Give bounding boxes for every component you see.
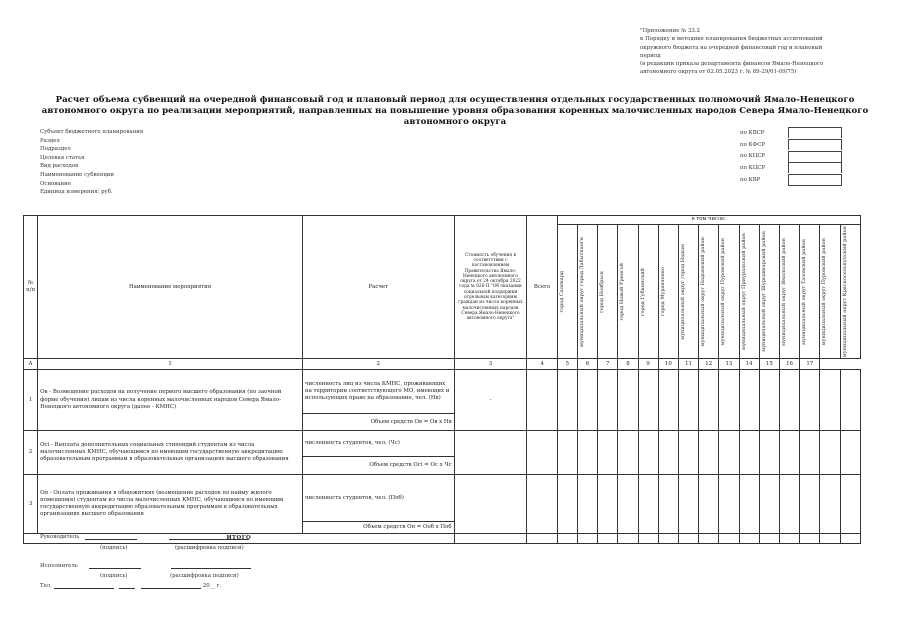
total-cell[interactable] (820, 534, 840, 544)
meta-field: Целевая статья (40, 154, 85, 161)
row-cell[interactable] (699, 475, 719, 534)
header-district: муниципальный округ Тазовский район (800, 225, 820, 359)
phone-date-line (40, 583, 221, 589)
head-decode-caption: (расшифровка подписи) (175, 545, 244, 551)
signature-line[interactable] (169, 539, 249, 540)
column-number-row (24, 359, 861, 370)
code-label: по КВР (740, 176, 761, 183)
row-cell[interactable] (759, 475, 779, 534)
total-label: ИТОГО (24, 534, 455, 544)
row-name: Ов - Возмещение расходов на получение первого высшего образования (по заочной форме обучения) лицам из числа коренных малочисленных народов Севера Ямало-Ненецкого автономного округа (далее - КМНС) (38, 370, 303, 431)
header-district: город Муравленко (658, 225, 678, 359)
row-total-cell[interactable] (527, 475, 557, 534)
header-district: муниципальный округ Приуральский район (739, 225, 759, 359)
column-number: 13 (719, 359, 739, 370)
column-number: 6 (577, 359, 597, 370)
phone-label: Тел. (40, 583, 52, 589)
annex-header (640, 27, 855, 77)
total-cell[interactable] (840, 534, 860, 544)
row-cell[interactable] (618, 431, 638, 475)
row-cell[interactable] (618, 475, 638, 534)
exec-sig-caption: (подпись) (100, 573, 128, 579)
row-cell[interactable] (820, 475, 840, 534)
meta-field: Основание (40, 180, 71, 187)
row-name: Оп - Оплата проживания в общежитиях (возмещение расходов по найму жилого помещения) студентам из числа малочисленных КМНС, обучающимся по имеющим государственную аккредитацию образовательным программам в образовательных организациях высшего образования (38, 475, 303, 534)
row-cell[interactable] (678, 475, 698, 534)
exec-label: Исполнитель (40, 563, 78, 569)
row-cell[interactable] (779, 370, 799, 431)
row-num: 2 (24, 431, 38, 475)
row-cell[interactable] (678, 370, 698, 431)
header-district: муниципальный округ Шурышкарский район (759, 225, 779, 359)
meta-field: Единица измерения: руб. (40, 189, 113, 196)
total-cell[interactable] (779, 534, 799, 544)
column-number: 7 (598, 359, 618, 370)
column-number: 17 (800, 359, 820, 370)
row-cell[interactable] (759, 370, 779, 431)
column-number: 5 (557, 359, 577, 370)
column-number: 15 (759, 359, 779, 370)
header-total: Всего (527, 216, 557, 359)
row-cell[interactable] (638, 370, 658, 431)
row-cell[interactable] (699, 370, 719, 431)
column-number: 8 (618, 359, 638, 370)
meta-field: Субъект бюджетного планирования (40, 129, 144, 135)
meta-field: Подраздел (40, 146, 71, 153)
column-number: 2 (302, 359, 454, 370)
header-district: муниципальный округ Пуровский район (719, 225, 739, 359)
row-cell[interactable] (577, 475, 597, 534)
row-cell[interactable] (598, 370, 618, 431)
column-number: 11 (678, 359, 698, 370)
header-district: город Губкинский (638, 225, 658, 359)
row-calc-top: численность студентов, чел. (Поб) (302, 475, 454, 522)
row-cell[interactable] (719, 475, 739, 534)
row-calc-top: численность лиц из числа КМНС, проживающих на территории соответствующего МО, имеющих и использующих право на образование, чел. (Нв) (302, 370, 454, 414)
annex-line: период (640, 52, 661, 59)
row-calc-formula: Объем средств Осi = Ос х Чс (302, 457, 454, 475)
header-calc: Расчет (302, 216, 454, 359)
row-cell[interactable] (598, 431, 618, 475)
total-cell[interactable] (658, 534, 678, 544)
row-cell[interactable] (658, 431, 678, 475)
row-cell[interactable] (577, 431, 597, 475)
total-cell[interactable] (719, 534, 739, 544)
total-cell[interactable] (557, 534, 577, 544)
row-cell[interactable] (739, 431, 759, 475)
header-district: город Салехард (557, 225, 577, 359)
code-box (788, 162, 842, 173)
row-cell[interactable] (800, 475, 820, 534)
header-cost: Стоимость обучения в соответствии с постановлением Правительства Ямало-Ненецкого автономного округа от 24 октября 2022 года № 826-П "Об оказании социальной поддержки отдельным категориям граждан из числа коренных малочисленных народов Севера Ямало-Ненецкого автономного округа" (454, 216, 527, 359)
row-cell[interactable] (840, 370, 860, 431)
column-number: 3 (454, 359, 527, 370)
annex-line: автономного округа от 02.05.2023 г. № 89-29/01-09/75) (640, 69, 797, 76)
column-number: 12 (699, 359, 719, 370)
header-district: муниципальный округ город Лабытнанги (577, 225, 597, 359)
row-num: 1 (24, 370, 38, 431)
row-total-cell[interactable] (527, 431, 557, 475)
document-title: Расчет объема субвенций на очередной финансовый год и плановый период для осуществления отдельных государственных полномочий Ямало-Ненецкого автономного округа по реализации мероприятий, направленных на повышение уровня образования коренных малочисленных народов Севера Ямало-Ненецкого автономного округа (41, 95, 869, 127)
column-number: 16 (779, 359, 799, 370)
header-num: № п/п (24, 216, 38, 359)
calculation-table (23, 215, 861, 544)
row-num: 3 (24, 475, 38, 534)
total-cell[interactable] (699, 534, 719, 544)
annex-line: (в редакции приказа департамента финансов Ямало-Ненецкого (640, 61, 823, 68)
head-label: Руководитель (40, 534, 80, 540)
total-cell[interactable] (527, 534, 557, 544)
column-number: 14 (739, 359, 759, 370)
total-cell[interactable] (618, 534, 638, 544)
code-label: по КЦСР (740, 164, 766, 171)
head-sig-caption: (подпись) (100, 545, 128, 551)
header-district: муниципальный округ Красноселькупский район (840, 225, 860, 359)
row-calc-formula: Объем средств Ов = Ов х Нв (302, 414, 454, 431)
row-cell[interactable] (577, 370, 597, 431)
header-district: муниципальный округ город Надым (678, 225, 698, 359)
column-number: 10 (658, 359, 678, 370)
column-number: 4 (527, 359, 557, 370)
row-cell[interactable] (739, 475, 759, 534)
header-district: город Ноябрьск (598, 225, 618, 359)
row-cost: - (454, 370, 527, 431)
date-year-label: 20__ г. (202, 583, 222, 589)
column-number: А (24, 359, 38, 370)
row-cell[interactable] (678, 431, 698, 475)
signature-line[interactable] (85, 539, 137, 540)
row-cell[interactable] (658, 475, 678, 534)
header-district: муниципальный округ Надымский район (699, 225, 719, 359)
phone-field[interactable] (54, 588, 114, 589)
column-number: 1 (38, 359, 303, 370)
total-cell[interactable] (638, 534, 658, 544)
meta-field: Наименование субвенции (40, 171, 114, 178)
row-cell[interactable] (820, 431, 840, 475)
row-calc-top: численность студентов, чел. (Чс) (302, 431, 454, 457)
classification-codes (740, 127, 842, 185)
total-cell[interactable] (454, 534, 527, 544)
row-calc-formula: Объем средств Оп = Ооб х Поб (302, 522, 454, 534)
header-group: в том числе: (557, 216, 860, 225)
total-cell[interactable] (678, 534, 698, 544)
row-cell[interactable] (557, 370, 577, 431)
row-cell[interactable] (820, 370, 840, 431)
row-total-cell[interactable] (527, 370, 557, 431)
meta-field: Раздел (40, 137, 60, 144)
row-cell[interactable] (598, 475, 618, 534)
table-row (24, 370, 861, 414)
total-cell[interactable] (577, 534, 597, 544)
code-label: по КЦСР (740, 153, 766, 160)
row-cell[interactable] (638, 431, 658, 475)
annex-line: окружного бюджета на очередной финансовый год и плановый (640, 44, 823, 51)
signature-exec (40, 563, 251, 569)
total-cell[interactable] (759, 534, 779, 544)
row-cell[interactable] (759, 431, 779, 475)
meta-field: Вид расходов (40, 163, 79, 170)
annex-line: "Приложение № 33.2 (640, 28, 700, 34)
column-number: 9 (638, 359, 658, 370)
header-district: город Новый Уренгой (618, 225, 638, 359)
table-row (24, 475, 861, 522)
code-box (788, 151, 842, 162)
signature-line[interactable] (171, 568, 251, 569)
code-box (788, 174, 842, 186)
row-cell[interactable] (557, 475, 577, 534)
total-cell[interactable] (800, 534, 820, 544)
meta-fields (40, 128, 143, 197)
row-cell[interactable] (699, 431, 719, 475)
row-cell[interactable] (618, 370, 638, 431)
row-cell[interactable] (800, 370, 820, 431)
total-cell[interactable] (598, 534, 618, 544)
header-name: Наименование мероприятия (38, 216, 303, 359)
row-cell[interactable] (739, 370, 759, 431)
annex-line: к Порядку и методике планирования бюджетных ассигнований (640, 36, 823, 43)
row-cell[interactable] (800, 431, 820, 475)
row-cell[interactable] (557, 431, 577, 475)
code-box (788, 139, 842, 150)
code-label: по КФСР (740, 141, 765, 148)
row-cell[interactable] (719, 431, 739, 475)
row-cell[interactable] (658, 370, 678, 431)
row-cost (454, 431, 527, 475)
row-cell[interactable] (779, 431, 799, 475)
signature-head (40, 534, 249, 540)
row-cell[interactable] (638, 475, 658, 534)
header-district: муниципальный округ Пуровский район (820, 225, 840, 359)
signature-line[interactable] (89, 568, 141, 569)
date-day-field[interactable] (119, 588, 135, 589)
table-row (24, 431, 861, 457)
row-cell[interactable] (840, 431, 860, 475)
row-cell[interactable] (840, 475, 860, 534)
row-cell[interactable] (719, 370, 739, 431)
code-box (788, 127, 842, 138)
date-month-field[interactable] (141, 588, 201, 589)
header-district: муниципальный округ Ямальский район (779, 225, 799, 359)
code-label: по КВСР (740, 129, 765, 136)
exec-decode-caption: (расшифровка подписи) (170, 573, 239, 579)
total-cell[interactable] (739, 534, 759, 544)
row-cell[interactable] (779, 475, 799, 534)
row-cost (454, 475, 527, 534)
row-name: Осi - Выплата дополнительных социальных стипендий студентам из числа малочисленных КМНС, обучающимся по имеющим государственную аккредитацию образовательным программам в образовательных организациях высшего образования (38, 431, 303, 475)
